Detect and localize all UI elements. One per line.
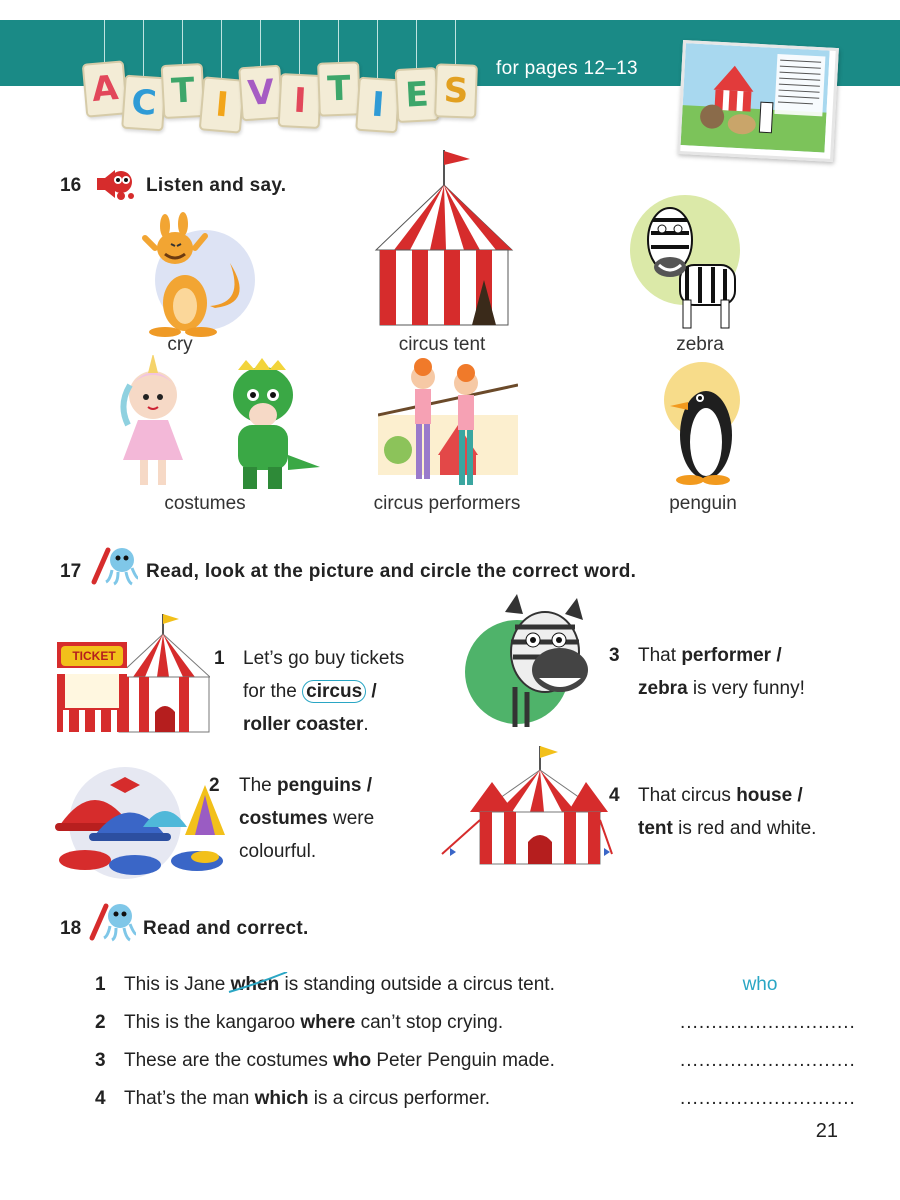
row-4-pre: That’s the man xyxy=(124,1088,255,1109)
title-letter-tile: T xyxy=(161,63,206,119)
kangaroo-crying-image xyxy=(135,208,260,343)
hanging-string xyxy=(377,20,378,78)
item-2-line3: colourful. xyxy=(239,841,317,862)
costumes-image xyxy=(108,355,323,500)
title-letter-tile: C xyxy=(121,75,167,132)
item-1-end: . xyxy=(363,714,369,735)
page-number: 21 xyxy=(815,1120,838,1142)
zebra-face-image xyxy=(465,592,595,737)
title-letter-tile: E xyxy=(395,67,440,123)
pencil-octopus-icon xyxy=(88,900,138,947)
correction-row-1 xyxy=(95,974,840,1004)
item-2-number: 2 xyxy=(209,775,220,796)
ticket-sign: TICKET xyxy=(72,649,116,663)
item-1-slash: / xyxy=(366,681,377,702)
exercise-18-number: 18 xyxy=(60,918,82,939)
option-roller-coaster[interactable]: roller coaster xyxy=(243,714,364,735)
penguin-image xyxy=(660,360,745,495)
option-costumes[interactable]: costumes xyxy=(239,808,328,829)
vocab-label-circus-tent: circus tent xyxy=(398,334,486,355)
option-circus-circled[interactable]: circus xyxy=(302,680,366,703)
circus-tent-image xyxy=(372,145,517,335)
row-4-number: 4 xyxy=(95,1088,106,1109)
row-3-sentence xyxy=(124,1050,555,1072)
row-3-pre: These are the costumes xyxy=(124,1050,334,1071)
hats-and-shoes-image xyxy=(55,765,230,885)
item-3-number: 3 xyxy=(609,645,620,666)
vocab-label-zebra: zebra xyxy=(676,334,724,355)
option-zebra[interactable]: zebra xyxy=(638,678,688,699)
item-3-text xyxy=(638,639,858,705)
option-penguins[interactable]: penguins / xyxy=(277,775,373,796)
vocab-label-circus-performers: circus performers xyxy=(373,493,521,514)
circus-tent-small-image xyxy=(440,742,615,872)
row-2-pre: This is the kangaroo xyxy=(124,1012,301,1033)
ticket-booth-image xyxy=(55,612,210,742)
row-3-post: Peter Penguin made. xyxy=(371,1050,555,1071)
row-1-pre: This is Jane xyxy=(124,974,231,995)
exercise-16-number: 16 xyxy=(60,175,82,196)
item-1-number: 1 xyxy=(214,648,225,669)
title-letter-tile: I xyxy=(278,73,323,129)
item-4-prefix: That circus xyxy=(638,785,737,806)
row-2-sentence xyxy=(124,1012,503,1034)
row-3-error-word: who xyxy=(333,1050,372,1071)
option-tent[interactable]: tent xyxy=(638,818,673,839)
title-letter-tile: A xyxy=(82,60,129,117)
item-2-prefix: The xyxy=(239,775,278,796)
row-2-number: 2 xyxy=(95,1012,106,1033)
title-letter-tile: V xyxy=(238,65,284,122)
answer-field-1[interactable]: who xyxy=(742,974,778,995)
item-1-line1: Let’s go buy tickets xyxy=(243,648,405,669)
row-2-error-word: where xyxy=(300,1012,356,1033)
speaker-icon xyxy=(93,166,137,207)
row-1-number: 1 xyxy=(95,974,106,995)
item-4-text xyxy=(638,779,878,845)
answer-field-2[interactable]: ............................ xyxy=(680,1012,856,1033)
item-1-prefix: for the xyxy=(243,681,303,702)
item-2-suffix: were xyxy=(327,808,375,829)
title-letter-tile: I xyxy=(355,77,401,134)
row-3-number: 3 xyxy=(95,1050,106,1071)
row-1-sentence xyxy=(124,974,555,996)
hanging-string xyxy=(182,20,183,64)
answer-field-3[interactable]: ............................ xyxy=(680,1050,856,1071)
exercise-16-instruction: Listen and say. xyxy=(146,175,287,196)
row-4-sentence xyxy=(124,1088,490,1110)
item-3-suffix: is very funny! xyxy=(687,678,805,699)
exercise-17-instruction: Read, look at the picture and circle the correct word. xyxy=(146,561,637,582)
vocab-label-penguin: penguin xyxy=(669,493,737,514)
pages-reference: for pages 12–13 xyxy=(496,58,638,79)
title-letter-tile: S xyxy=(434,63,478,118)
hanging-string xyxy=(455,20,456,64)
zebra-image xyxy=(625,195,750,340)
hanging-string xyxy=(299,20,300,74)
vocab-label-cry: cry xyxy=(167,334,193,355)
row-4-error-word: which xyxy=(254,1088,309,1109)
hanging-string xyxy=(338,20,339,62)
strikethrough-mark xyxy=(227,972,289,996)
row-4-post: is a circus performer. xyxy=(308,1088,491,1109)
circus-performers-image xyxy=(378,355,518,495)
title-letter-tile: T xyxy=(317,61,361,116)
exercise-17-number: 17 xyxy=(60,561,82,582)
answer-field-4[interactable]: ............................ xyxy=(680,1088,856,1109)
pencil-octopus-icon xyxy=(90,544,140,591)
correction-row-3 xyxy=(95,1050,856,1080)
hanging-string xyxy=(143,20,144,76)
hanging-string xyxy=(221,20,222,78)
hanging-string xyxy=(104,20,105,62)
storybook-page-thumbnail xyxy=(677,40,839,162)
option-house[interactable]: house / xyxy=(736,785,803,806)
title-letter-tile: I xyxy=(199,76,246,133)
item-2-text xyxy=(239,769,449,868)
hanging-string xyxy=(260,20,261,66)
hanging-string xyxy=(416,20,417,68)
item-1-text xyxy=(243,642,443,741)
option-performer[interactable]: performer / xyxy=(681,645,782,666)
item-4-number: 4 xyxy=(609,785,620,806)
exercise-18-instruction: Read and correct. xyxy=(143,918,309,939)
row-1-post: is standing outside a circus tent. xyxy=(279,974,555,995)
row-1-error-text: when xyxy=(230,974,280,995)
item-4-suffix: is red and white. xyxy=(672,818,817,839)
item-3-prefix: That xyxy=(638,645,682,666)
vocab-label-costumes: costumes xyxy=(164,493,246,514)
correction-row-2 xyxy=(95,1012,856,1042)
row-1-error-word xyxy=(231,974,280,995)
row-2-post: can’t stop crying. xyxy=(355,1012,504,1033)
correction-row-4 xyxy=(95,1088,856,1118)
